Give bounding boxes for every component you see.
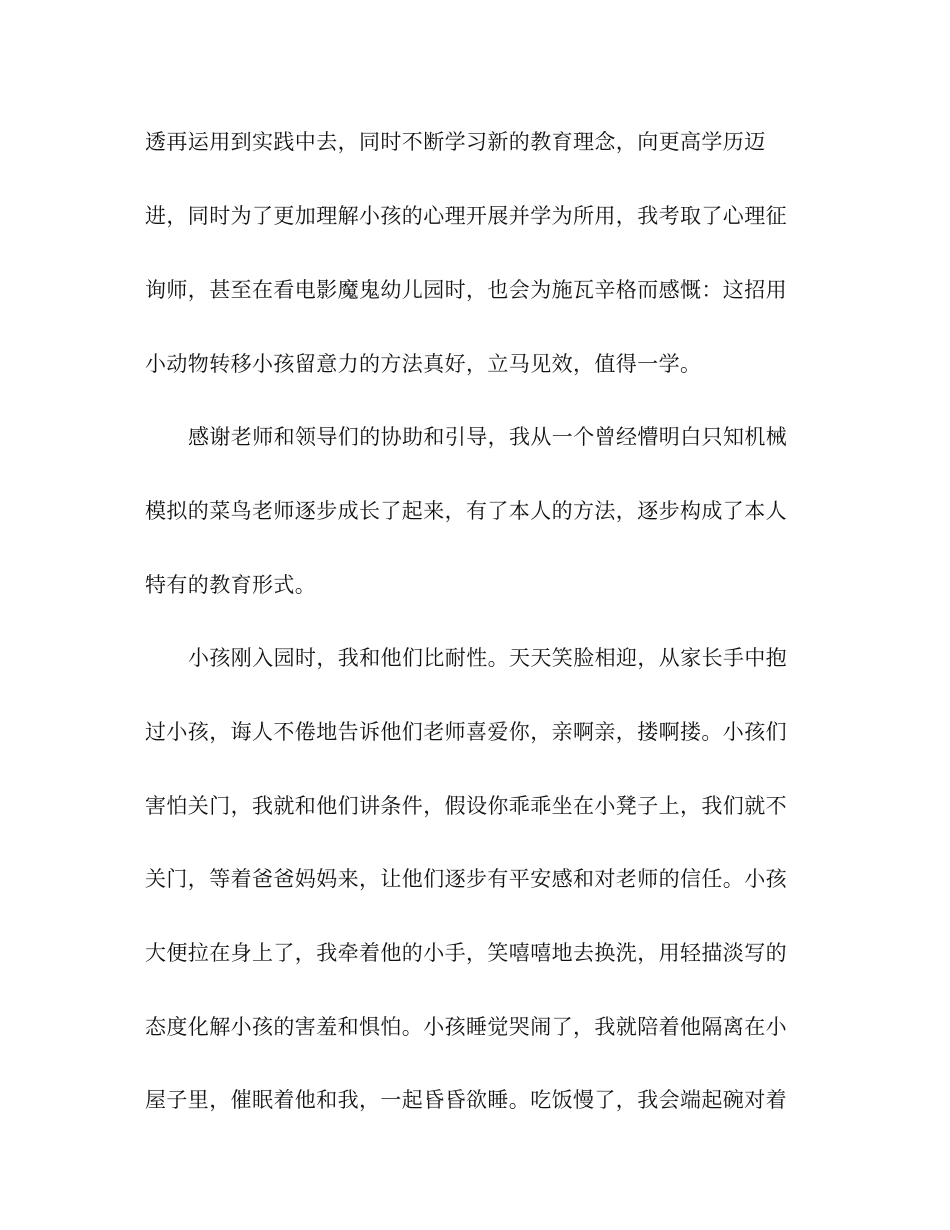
- text-line-14: 屋子里，催眠着他和我，一起昏昏欲睡。吃饭慢了，我会端起碗对着: [145, 1088, 787, 1112]
- text-line-6: 模拟的菜鸟老师逐步成长了起来，有了本人的方法，逐步构成了本人: [145, 499, 787, 523]
- text-line-11: 关门，等着爸爸妈妈来，让他们逐步有平安感和对老师的信任。小孩: [145, 867, 787, 891]
- text-line-10: 害怕关门，我就和他们讲条件，假设你乖乖坐在小凳子上，我们就不: [145, 794, 787, 818]
- text-line-9: 过小孩，诲人不倦地告诉他们老师喜爱你，亲啊亲，搂啊搂。小孩们: [145, 720, 787, 744]
- text-line-13: 态度化解小孩的害羞和惧怕。小孩睡觉哭闹了，我就陪着他隔离在小: [145, 1015, 787, 1039]
- text-line-4: 小动物转移小孩留意力的方法真好，立马见效，值得一学。: [145, 352, 702, 376]
- text-line-12: 大便拉在身上了，我牵着他的小手，笑嘻嘻地去换洗，用轻描淡写的: [145, 941, 787, 965]
- text-line-2: 进，同时为了更加理解小孩的心理开展并学为所用，我考取了心理征: [145, 204, 787, 228]
- text-line-8: 小孩刚入园时，我和他们比耐性。天天笑脸相迎，从家长手中抱: [188, 646, 788, 670]
- text-line-7: 特有的教育形式。: [145, 573, 317, 597]
- text-line-3: 询师，甚至在看电影魔鬼幼儿园时，也会为施瓦辛格而感慨：这招用: [145, 278, 787, 302]
- text-line-1: 透再运用到实践中去，同时不断学习新的教育理念，向更高学历迈: [145, 130, 766, 154]
- text-line-5: 感谢老师和领导们的协助和引导，我从一个曾经懵明白只知机械: [188, 425, 788, 449]
